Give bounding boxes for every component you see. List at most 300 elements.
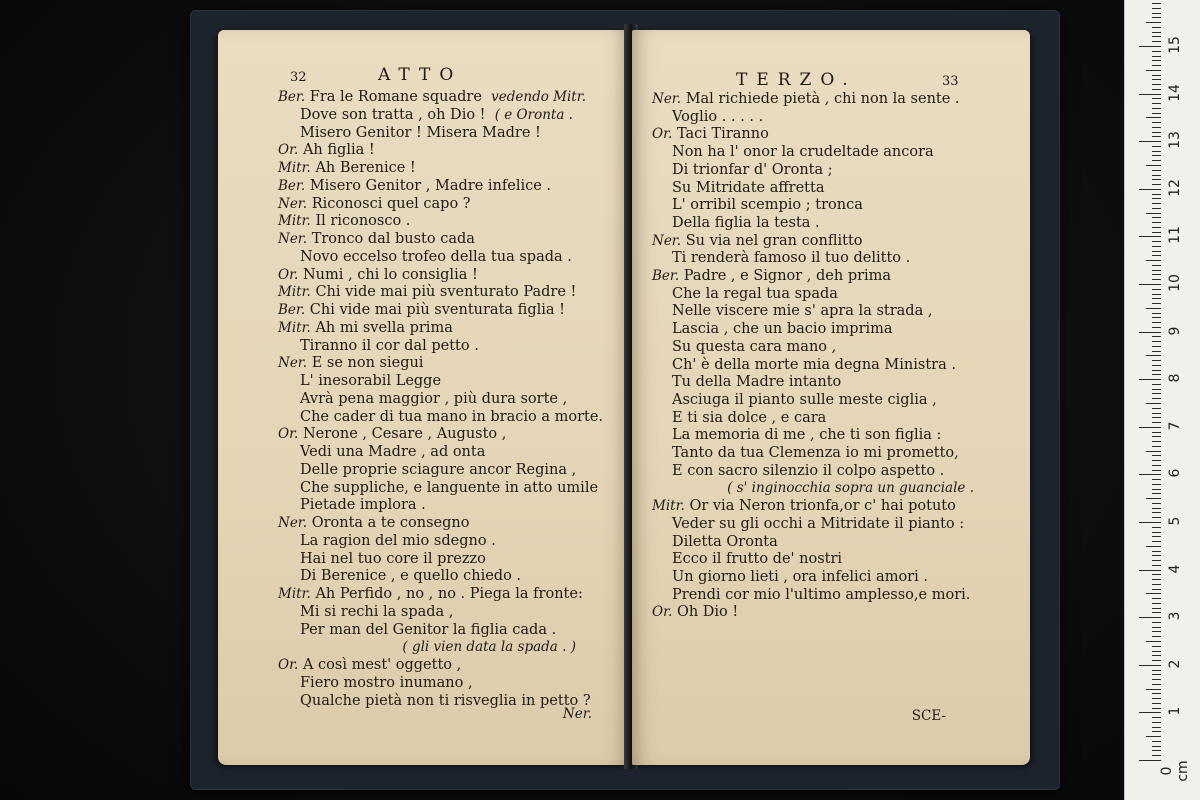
verse-text: Mal richiede pietà , chi non la sente . — [685, 91, 960, 107]
ruler-tick — [1139, 236, 1161, 237]
ruler-tick — [1152, 446, 1161, 447]
ruler-tick — [1152, 422, 1161, 423]
text-line — [278, 266, 478, 284]
text-line — [402, 638, 576, 656]
ruler-tick — [1152, 589, 1161, 590]
ruler-tick — [1152, 455, 1161, 456]
verse-text: Or via Neron trionfa,or c' hai potuto — [689, 498, 956, 515]
speaker-name: Or. — [652, 604, 673, 621]
text-line — [672, 373, 841, 391]
verse-text: Di Berenice , e quello chiedo . — [300, 568, 522, 585]
ruler-tick — [1146, 593, 1161, 594]
ruler-tick — [1146, 165, 1161, 166]
ruler-number: 12 — [1167, 178, 1183, 197]
ruler-tick — [1152, 660, 1161, 661]
ruler-tick — [1152, 217, 1161, 218]
ruler-tick — [1152, 313, 1161, 314]
verse-text: Oronta a te consegno — [311, 515, 470, 531]
speaker-name: Ner. — [652, 91, 682, 107]
verse-text: Che la regal tua spada — [672, 285, 838, 302]
text-line — [672, 515, 964, 533]
speaker-name: Ner. — [652, 232, 682, 249]
ruler-tick — [1152, 113, 1161, 114]
ruler-tick — [1152, 327, 1161, 328]
ruler-tick — [1152, 684, 1161, 685]
verse-text: Ah Perfido , no , no . Piega la fronte: — [315, 586, 583, 602]
ruler-tick — [1152, 351, 1161, 352]
verse-text: Oh Dio ! — [676, 604, 739, 621]
ruler-tick — [1152, 198, 1161, 199]
verse-text: Tronco dal busto cada — [311, 231, 475, 247]
ruler-number: 8 — [1167, 373, 1183, 383]
text-line — [672, 356, 956, 374]
ruler-tick — [1146, 736, 1161, 737]
text-line — [672, 533, 778, 551]
ruler-tick — [1146, 70, 1161, 71]
verse-text: Misero Genitor ! Misera Madre ! — [300, 124, 541, 141]
text-line — [652, 125, 769, 143]
ruler-tick — [1152, 413, 1161, 414]
speaker-name: Ber. — [652, 268, 680, 284]
ruler-tick — [1152, 393, 1161, 394]
text-line — [278, 159, 416, 177]
verse-text: Un giorno lieti , ora infelici amori . — [672, 568, 928, 585]
ruler-number: 7 — [1167, 421, 1183, 431]
speaker-name: Mitr. — [278, 586, 311, 602]
ruler-tick — [1152, 251, 1161, 252]
text-line — [278, 514, 470, 532]
ruler-tick — [1152, 612, 1161, 613]
ruler-tick — [1152, 512, 1161, 513]
ruler-tick — [1152, 170, 1161, 171]
ruler-tick — [1152, 646, 1161, 647]
ruler-tick — [1152, 241, 1161, 242]
ruler-tick — [1152, 79, 1161, 80]
verse-text: Novo eccelso trofeo della tua spada . — [300, 248, 572, 265]
ruler-tick — [1152, 341, 1161, 342]
text-line — [672, 320, 893, 338]
text-line — [300, 621, 556, 639]
ruler-tick — [1152, 741, 1161, 742]
ruler-number: 9 — [1167, 326, 1183, 336]
verse-text: Fiero mostro inumano , — [300, 674, 473, 691]
text-line — [672, 462, 944, 480]
verse-text: Delle proprie sciagure ancor Regina , — [300, 461, 577, 478]
text-line — [672, 568, 928, 586]
text-line — [300, 408, 603, 426]
ruler-number: 13 — [1167, 131, 1183, 150]
text-line — [300, 106, 573, 124]
ruler-tick — [1152, 731, 1161, 732]
text-line — [278, 177, 551, 195]
text-line — [278, 354, 423, 372]
ruler-tick — [1152, 750, 1161, 751]
verse-text: Tiranno il cor dal petto . — [300, 337, 479, 354]
ruler-tick — [1152, 693, 1161, 694]
ruler-number: 10 — [1167, 274, 1183, 292]
ruler-tick — [1152, 279, 1161, 280]
ruler-tick — [1139, 141, 1161, 142]
text-line — [300, 337, 479, 355]
ruler-tick — [1152, 179, 1161, 180]
speaker-name: Mitr. — [278, 319, 311, 336]
speaker-name: Ber. — [278, 89, 306, 105]
verse-text: Su questa cara mano , — [672, 338, 837, 355]
ruler-tick — [1152, 122, 1161, 123]
ruler-tick — [1146, 498, 1161, 499]
ruler-tick — [1152, 56, 1161, 57]
ruler-tick — [1152, 408, 1161, 409]
verse-text: Lascia , che un bacio imprima — [672, 321, 893, 338]
ruler-tick — [1139, 94, 1161, 95]
verse-text: Ah figlia ! — [302, 142, 375, 159]
verse-text: Ti renderà famoso il tuo delitto . — [672, 250, 911, 267]
verse-text: Della figlia la testa . — [672, 214, 820, 231]
verse-text: Il riconosco . — [315, 213, 411, 230]
ruler-unit-label: 0 cm — [1159, 760, 1191, 782]
ruler-tick — [1152, 289, 1161, 290]
speaker-name: Or. — [278, 426, 299, 443]
verse-text: Ch' è della morte mia degna Ministra . — [672, 356, 956, 373]
ruler-tick — [1139, 189, 1161, 190]
ruler-tick — [1152, 574, 1161, 575]
ruler-tick — [1152, 608, 1161, 609]
text-line — [300, 390, 567, 408]
text-line — [300, 496, 426, 514]
verse-text: Ecco il frutto de' nostri — [672, 551, 843, 568]
speaker-name: Ner. — [278, 515, 308, 531]
ruler-tick — [1152, 317, 1161, 318]
ruler-tick — [1152, 698, 1161, 699]
speaker-name: Ber. — [278, 177, 306, 194]
stage-direction: ( gli vien data la spada . ) — [402, 639, 576, 656]
verse-text: Taci Tiranno — [676, 126, 769, 143]
ruler-tick — [1139, 617, 1161, 618]
left-page — [218, 30, 628, 765]
speaker-name: Ner. — [278, 231, 308, 247]
text-line — [672, 391, 937, 409]
text-line — [672, 285, 838, 303]
ruler-tick — [1152, 36, 1161, 37]
ruler-tick — [1146, 117, 1161, 118]
text-line — [300, 532, 496, 550]
text-line — [672, 444, 959, 462]
ruler-tick — [1139, 46, 1161, 47]
ruler-tick — [1152, 27, 1161, 28]
ruler-number: 15 — [1167, 36, 1183, 54]
verse-text: Misero Genitor , Madre infelice . — [309, 177, 552, 194]
ruler-tick — [1152, 146, 1161, 147]
ruler-number: 5 — [1167, 516, 1183, 526]
ruler-tick — [1152, 532, 1161, 533]
ruler-number: 1 — [1167, 706, 1183, 716]
text-line — [652, 90, 960, 108]
ruler-tick — [1152, 265, 1161, 266]
ruler-tick — [1139, 665, 1161, 666]
speaker-name: Or. — [278, 266, 299, 283]
ruler-tick — [1152, 346, 1161, 347]
ruler-tick — [1152, 175, 1161, 176]
verse-text: A così mest' oggetto , — [302, 657, 462, 673]
verse-text: Veder su gli occhi a Mitridate il pianto : — [672, 515, 965, 532]
verse-text: Dove son tratta , oh Dio ! — [300, 106, 486, 123]
text-line — [672, 214, 820, 232]
ruler-tick — [1152, 470, 1161, 471]
ruler-tick — [1152, 374, 1161, 375]
verse-text: Prendi cor mio l'ultimo amplesso,e mori. — [672, 586, 971, 603]
ruler-tick — [1152, 89, 1161, 90]
ruler-number: 3 — [1167, 611, 1183, 621]
ruler-tick — [1152, 674, 1161, 675]
ruler-tick — [1139, 379, 1161, 380]
ruler-tick — [1146, 546, 1161, 547]
speaker-name: Mitr. — [278, 213, 311, 230]
ruler-tick — [1152, 727, 1161, 728]
ruler-tick — [1152, 493, 1161, 494]
text-line — [727, 479, 974, 497]
text-line — [672, 108, 763, 126]
ruler-tick — [1152, 246, 1161, 247]
ruler-tick — [1152, 160, 1161, 161]
ruler-tick — [1146, 213, 1161, 214]
text-line — [278, 301, 565, 319]
ruler-number: 14 — [1167, 83, 1183, 102]
verse-text: Diletta Oronta — [672, 533, 778, 550]
ruler-tick — [1146, 641, 1161, 642]
speaker-name: Ner. — [278, 355, 308, 372]
ruler-tick — [1152, 132, 1161, 133]
text-line — [672, 550, 842, 568]
verse-text: Riconosci quel capo ? — [311, 195, 471, 212]
text-line — [672, 179, 824, 197]
ruler-tick — [1146, 689, 1161, 690]
ruler-tick — [1152, 103, 1161, 104]
ruler-tick — [1152, 565, 1161, 566]
text-line — [300, 372, 441, 390]
ruler-tick — [1152, 60, 1161, 61]
right-page — [632, 30, 1030, 765]
ruler-tick — [1139, 284, 1161, 285]
verse-text: Tanto da tua Clemenza io mi prometto, — [672, 445, 959, 461]
ruler-tick — [1152, 398, 1161, 399]
text-line — [672, 338, 836, 356]
text-line — [300, 443, 485, 461]
ruler-tick — [1152, 3, 1161, 4]
ruler-tick — [1152, 579, 1161, 580]
ruler-tick — [1152, 655, 1161, 656]
text-line — [278, 319, 453, 337]
text-line — [652, 232, 863, 250]
ruler-tick — [1146, 22, 1161, 23]
verse-text: E se non siegui — [311, 355, 424, 372]
ruler-tick — [1152, 631, 1161, 632]
ruler-tick — [1152, 536, 1161, 537]
text-line — [672, 586, 970, 604]
ruler-tick — [1152, 384, 1161, 385]
ruler-tick — [1152, 136, 1161, 137]
verse-text: Di trionfar d' Oronta ; — [672, 161, 833, 178]
ruler-tick — [1139, 474, 1161, 475]
verse-text: Che cader di tua mano in bracio a morte. — [300, 408, 604, 425]
ruler-tick — [1152, 232, 1161, 233]
ruler-tick — [1152, 517, 1161, 518]
ruler-tick — [1152, 203, 1161, 204]
ruler-tick — [1152, 432, 1161, 433]
ruler-tick — [1152, 389, 1161, 390]
ruler-tick — [1152, 127, 1161, 128]
ruler-tick — [1152, 370, 1161, 371]
ruler-tick — [1152, 636, 1161, 637]
ruler-tick — [1152, 155, 1161, 156]
verse-text: Nelle viscere mie s' apra la strada , — [672, 303, 933, 320]
text-line — [300, 461, 576, 479]
stage-direction: ( e Oronta . — [494, 106, 573, 123]
text-line — [278, 212, 410, 230]
ruler-tick — [1152, 746, 1161, 747]
verse-text: Fra le Romane squadre — [309, 89, 482, 105]
ruler-number: 11 — [1167, 226, 1183, 245]
verse-text: Numi , chi lo consiglia ! — [302, 266, 478, 283]
ruler-tick — [1152, 32, 1161, 33]
ruler-tick — [1152, 717, 1161, 718]
ruler-tick — [1152, 194, 1161, 195]
verse-text: Nerone , Cesare , Augusto , — [302, 426, 507, 443]
text-line — [300, 550, 486, 568]
verse-text: Pietade implora . — [300, 497, 426, 514]
ruler-tick — [1152, 98, 1161, 99]
verse-text: Avrà pena maggior , più dura sorte , — [300, 390, 568, 407]
text-line — [672, 426, 941, 444]
ruler-tick — [1152, 151, 1161, 152]
ruler-tick — [1152, 84, 1161, 85]
ruler-tick — [1152, 679, 1161, 680]
verse-text: Ah mi svella prima — [315, 319, 453, 336]
ruler-tick — [1152, 417, 1161, 418]
speaker-name: Or. — [278, 142, 299, 159]
text-line — [278, 656, 461, 674]
text-line — [278, 425, 506, 443]
ruler-tick — [1152, 365, 1161, 366]
ruler-tick — [1152, 584, 1161, 585]
ruler-tick — [1146, 403, 1161, 404]
verse-text: Su via nel gran conflitto — [685, 232, 863, 249]
text-line — [672, 196, 863, 214]
text-line — [672, 302, 932, 320]
speaker-name: Mitr. — [652, 498, 685, 515]
text-line — [300, 124, 541, 142]
ruler-tick — [1152, 322, 1161, 323]
ruler-tick — [1146, 355, 1161, 356]
verse-text: Chi vide mai più sventurata figlia ! — [309, 302, 565, 318]
verse-text: Asciuga il pianto sulle meste ciglia , — [672, 391, 937, 408]
ruler-tick — [1152, 503, 1161, 504]
ruler-tick — [1152, 755, 1161, 756]
ruler-number: 6 — [1167, 468, 1183, 478]
speaker-name: Or. — [278, 657, 299, 673]
verse-text: L' inesorabil Legge — [300, 373, 442, 389]
left-page-header: ATTO — [378, 65, 463, 85]
left-page-number: 32 — [290, 70, 307, 85]
ruler-tick — [1139, 712, 1161, 713]
verse-text: Padre , e Signor , deh prima — [683, 268, 892, 284]
text-line — [278, 141, 375, 159]
ruler-tick — [1152, 703, 1161, 704]
text-line — [278, 585, 583, 603]
ruler-tick — [1139, 522, 1161, 523]
ruler-tick — [1152, 460, 1161, 461]
ruler-tick — [1152, 75, 1161, 76]
ruler-tick — [1152, 336, 1161, 337]
verse-text: Non ha l' onor la crudeltade ancora — [672, 144, 934, 161]
right-page-header: TERZO. — [736, 70, 857, 90]
text-line — [300, 692, 591, 710]
verse-text: Hai nel tuo core il prezzo — [300, 550, 486, 567]
ruler-tick — [1152, 360, 1161, 361]
text-line — [672, 161, 833, 179]
ruler-number: 4 — [1167, 564, 1183, 574]
text-line — [300, 479, 598, 497]
verse-text: Ah Berenice ! — [315, 160, 416, 176]
ruler-tick — [1152, 560, 1161, 561]
ruler-tick — [1152, 8, 1161, 9]
ruler-tick — [1152, 651, 1161, 652]
ruler-tick — [1146, 260, 1161, 261]
verse-text: Tu della Madre intanto — [672, 374, 842, 391]
text-line — [278, 195, 471, 213]
text-line — [300, 674, 473, 692]
verse-text: La memoria di me , che ti son figlia : — [672, 427, 942, 444]
text-line — [278, 230, 475, 248]
ruler-number: 2 — [1167, 659, 1183, 669]
ruler-tick — [1152, 184, 1161, 185]
verse-text: Che suppliche, e languente in atto umile — [300, 479, 599, 496]
ruler-tick — [1152, 541, 1161, 542]
verse-text: La ragion del mio sdegno . — [300, 532, 496, 549]
ruler-tick — [1152, 303, 1161, 304]
text-line — [652, 267, 891, 285]
ruler-tick — [1152, 465, 1161, 466]
ruler-tick — [1152, 51, 1161, 52]
text-line — [278, 283, 576, 301]
ruler-tick — [1152, 670, 1161, 671]
ruler-tick — [1152, 274, 1161, 275]
ruler-tick — [1152, 479, 1161, 480]
text-line — [672, 143, 934, 161]
text-line — [300, 248, 572, 266]
ruler-tick — [1152, 270, 1161, 271]
ruler-tick — [1152, 441, 1161, 442]
ruler-tick — [1152, 489, 1161, 490]
verse-text: E con sacro silenzio il colpo aspetto . — [672, 462, 945, 479]
ruler-tick — [1152, 508, 1161, 509]
text-line — [300, 603, 453, 621]
ruler-tick — [1152, 108, 1161, 109]
ruler-tick — [1152, 17, 1161, 18]
text-line — [672, 249, 910, 267]
speaker-name: Ner. — [278, 195, 308, 212]
speaker-name: Or. — [652, 126, 673, 143]
verse-text: Chi vide mai più sventurato Padre ! — [315, 284, 577, 301]
ruler-tick — [1139, 570, 1161, 571]
verse-text: Vedi una Madre , ad onta — [300, 444, 486, 460]
ruler-tick — [1152, 627, 1161, 628]
ruler-tick — [1152, 603, 1161, 604]
ruler-tick — [1152, 227, 1161, 228]
ruler-tick — [1152, 551, 1161, 552]
ruler-tick — [1152, 255, 1161, 256]
verse-text: L' orribil scempio ; tronca — [672, 197, 863, 214]
verse-text: Su Mitridate affretta — [672, 179, 825, 196]
